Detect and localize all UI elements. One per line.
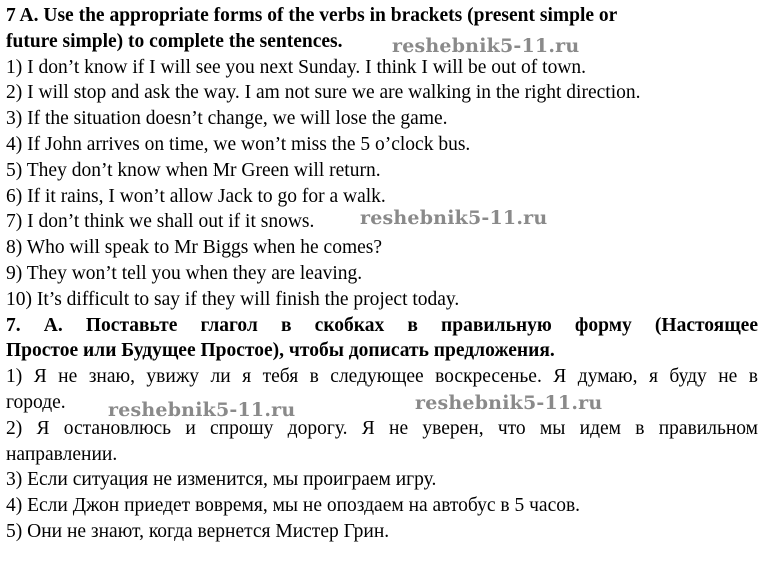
english-sentence-1: 1) I don’t know if I will see you next Sunday. I think I will be out of town. <box>6 56 587 78</box>
english-sentence-4: 4) If John arrives on time, we won’t miss the 5 o’clock bus. <box>6 133 471 155</box>
russian-sentence-1-line-2: городе. <box>6 391 66 413</box>
russian-sentence-2-line-1: 2) Я остановлюсь и спрошу дорогу. Я не уверен, что мы идем в правильном <box>6 417 758 439</box>
russian-sentence-4: 4) Если Джон приедет вовремя, мы не опоздаем на автобус в 5 часов. <box>6 495 581 517</box>
english-sentence-3: 3) If the situation doesn’t change, we will lose the game. <box>6 108 448 130</box>
exercise-page <box>6 3 758 545</box>
watermark: reshebnik5-11.ru <box>108 399 296 421</box>
english-sentence-7: 7) I don’t think we shall out if it snows. <box>6 211 315 233</box>
english-sentence-8: 8) Who will speak to Mr Biggs when he comes? <box>6 237 383 259</box>
english-sentence-10: 10) It’s difficult to say if they will finish the project today. <box>6 288 460 310</box>
english-sentence-6: 6) If it rains, I won’t allow Jack to go for a walk. <box>6 185 386 207</box>
watermark: reshebnik5-11.ru <box>415 392 603 414</box>
watermark: reshebnik5-11.ru <box>360 207 548 229</box>
english-heading-line-1: 7 A. Use the appropriate forms of the verbs in brackets (present simple or <box>6 5 618 26</box>
russian-heading-line-1: 7. А. Поставьте глагол в скобках в правильную форму (Настоящее <box>6 314 758 336</box>
russian-sentence-5: 5) Они не знают, когда вернется Мистер Грин. <box>6 520 390 542</box>
watermark: reshebnik5-11.ru <box>392 35 580 57</box>
russian-sentence-3: 3) Если ситуация не изменится, мы проиграем игру. <box>6 469 437 491</box>
english-sentence-2: 2) I will stop and ask the way. I am not sure we are walking in the right direction. <box>6 82 641 104</box>
english-sentence-9: 9) They won’t tell you when they are leaving. <box>6 262 363 284</box>
russian-sentence-1-line-1: 1) Я не знаю, увижу ли я тебя в следующее воскресенье. Я думаю, я буду не в <box>6 366 758 388</box>
russian-sentence-2-line-2: направлении. <box>6 443 118 465</box>
english-sentence-5: 5) They don’t know when Mr Green will return. <box>6 159 381 181</box>
english-heading-line-2: future simple) to complete the sentences. <box>6 30 343 52</box>
russian-heading-line-2: Простое или Будущее Простое), чтобы дописать предложения. <box>6 340 555 362</box>
